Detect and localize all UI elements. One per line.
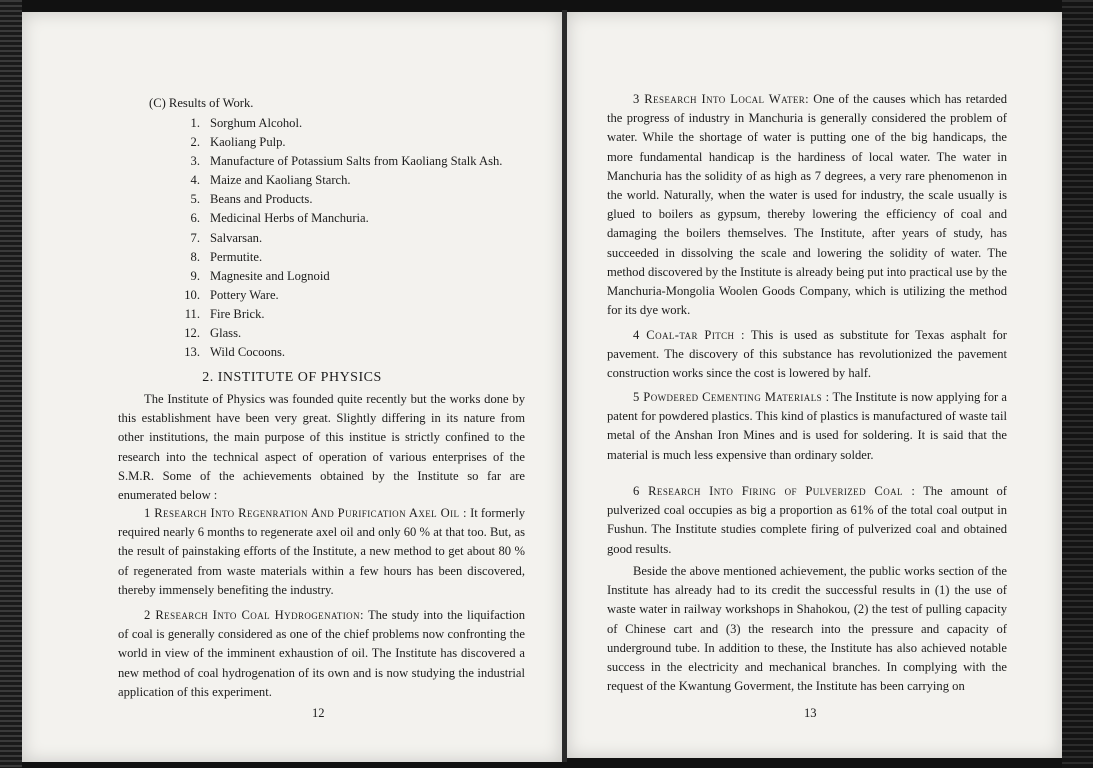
item-number: 10. (184, 287, 200, 302)
scan-right-edge (1062, 0, 1093, 768)
item-6-body: The amount of pulverized coal occupies as big a proportion as 61% of the total coal output in Fushun. The Institute studies complete firing of pulverized coal and obtained good results. (607, 484, 1007, 556)
item-number: 3. (190, 154, 200, 169)
item-text: Salvarsan. (210, 230, 263, 245)
item-number: 7. (190, 230, 200, 245)
item-number: 1. (190, 116, 200, 130)
page-number: 12 (312, 706, 325, 720)
list-item (162, 114, 502, 133)
item-text: Magnesite and Lognoid (210, 268, 330, 283)
item-number: 9. (190, 268, 200, 283)
item-text: Wild Cocoons. (210, 345, 286, 360)
list-item (162, 305, 502, 324)
list-item (162, 209, 502, 228)
list-item (162, 324, 502, 343)
section-title: 2. INSTITUTE OF PHYSICS (202, 370, 382, 385)
item-2-paragraph (118, 606, 525, 702)
page-number: 13 (804, 706, 817, 720)
item-6-paragraph (607, 482, 1007, 559)
item-3-paragraph (607, 90, 1007, 320)
list-item (162, 343, 502, 362)
item-number: 11. (184, 306, 200, 321)
item-text: Permutite. (210, 249, 263, 264)
list-item (162, 248, 502, 267)
item-4-paragraph (607, 326, 1007, 384)
item-1-body: It formerly required nearly 6 months to regenerate axel oil and only 60 % at that too. But, as the result of painstaking efforts of the Institute, a new method to get about 80 % of regenerated from waste materials within a few hours has been discovered, thereby immensely benefiting the industry. (118, 506, 525, 597)
item-3-body: One of the causes which has retarded the progress of industry in Manchuria is generally considered the problem of water. While the shortage of water is putting one of the big handicaps, the more fundamental handicap is the hardiness of local water. The water in Manchuria has the solidity of as high as 7 degrees, a very rare phenomenon in the world. Naturally, when the water is used for industry, the scale usually is glued to boilers as gypsum, thereby lowering the efficiency of coal and damaging the boilers themselves. The Institute, after years of study, has succeeded in dissolving the scale and lowering the solidity of water. The method discovered by the Institute is already being put into practical use by the Manchuria-Mongolia Woolen Goods Company, which is utilizing the method for its dye work. (607, 92, 1008, 318)
item-text: Medicinal Herbs of Manchuria. (210, 211, 369, 226)
list-item (162, 267, 502, 286)
item-number: 8. (190, 249, 200, 264)
list-item (162, 152, 502, 171)
left-page (22, 12, 562, 762)
item-text: Glass. (210, 326, 242, 341)
item-number: 12. (184, 326, 200, 341)
item-3-heading: 3 Research Into Local Water: (633, 92, 810, 106)
item-text: Kaoliang Pulp. (210, 135, 286, 150)
item-5-heading: 5 Powdered Cementing Materials : (633, 390, 830, 404)
list-item (162, 286, 502, 305)
item-1-heading: 1 Research Into Regenration And Purification Axel Oil : (144, 506, 467, 520)
item-2-heading: 2 Research Into Coal Hydrogenation: (144, 608, 364, 622)
item-number: 5. (190, 192, 200, 207)
item-number: 13. (184, 345, 200, 360)
scan-left-edge (0, 0, 22, 768)
intro-text: The Institute of Physics was founded quite recently but the works done by this establishment have been very great. Slightly differing in its nature from other institutions, the main purpose of this institue is strictly confined to the research into the technical aspect of operation of various enterprises of the S.M.R. Some of the achievements obtained by the Institute so far are enumerated below : (118, 392, 525, 503)
item-text: Beans and Products. (210, 192, 313, 207)
item-1-paragraph (118, 504, 525, 600)
item-6-heading: 6 Research Into Firing of Pulverized Coal : (633, 484, 916, 498)
item-number: 4. (190, 173, 200, 188)
closing-text: Beside the above mentioned achievement, the public works section of the Institute has already had to its credit the successful results in (1) the use of waste water in railway workshops in Shahokou, (2) the test of pulling capacity of Chinese cart and (3) the research into the pressure and capacity of underground tube. In addition to these, the Institute has also achieved notable success in the electricity and mechanical branches. In complying with the request of the Kwantung Goverment, the Institute has been carrying on (607, 564, 1007, 694)
item-5-body: The Institute is now applying for a patent for powdered plastics. This kind of plastics is manufactured of waste tail metal of the Anshan Iron Mines and is used for soldering. It is said that the material is much less expensive than ordinary solder. (607, 390, 1007, 462)
item-text: Manufacture of Potassium Salts from Kaoliang Stalk Ash. (210, 154, 503, 169)
closing-paragraph (607, 562, 1007, 696)
results-heading: (C) Results of Work. (149, 96, 254, 110)
item-5-paragraph (607, 388, 1007, 465)
list-item (162, 190, 502, 209)
list-item (162, 171, 502, 190)
item-text: Pottery Ware. (210, 287, 279, 302)
item-4-heading: 4 Coal-tar Pitch : (633, 328, 745, 342)
intro-paragraph (118, 390, 525, 505)
item-number: 6. (190, 211, 200, 226)
item-2-body: The study into the liquifaction of coal is generally considered as one of the chief problems now confronting the world in view of the imminent exhaustion of oil. The Institute has discovered a new method of coal hydrogenation of its own and is now studying the industrial application of this experiment. (118, 608, 525, 699)
results-list (162, 114, 502, 362)
item-4-body: This is used as substitute for Texas asphalt for pavement. The discovery of this substance has revolutionized the pavement construction works since the cost is lowered by half. (607, 328, 1008, 381)
list-item (162, 133, 502, 152)
item-text: Sorghum Alcohol. (210, 116, 303, 130)
list-item (162, 229, 502, 248)
right-page (567, 12, 1062, 758)
item-text: Fire Brick. (210, 306, 265, 321)
item-number: 2. (190, 135, 200, 150)
item-text: Maize and Kaoliang Starch. (210, 173, 351, 188)
